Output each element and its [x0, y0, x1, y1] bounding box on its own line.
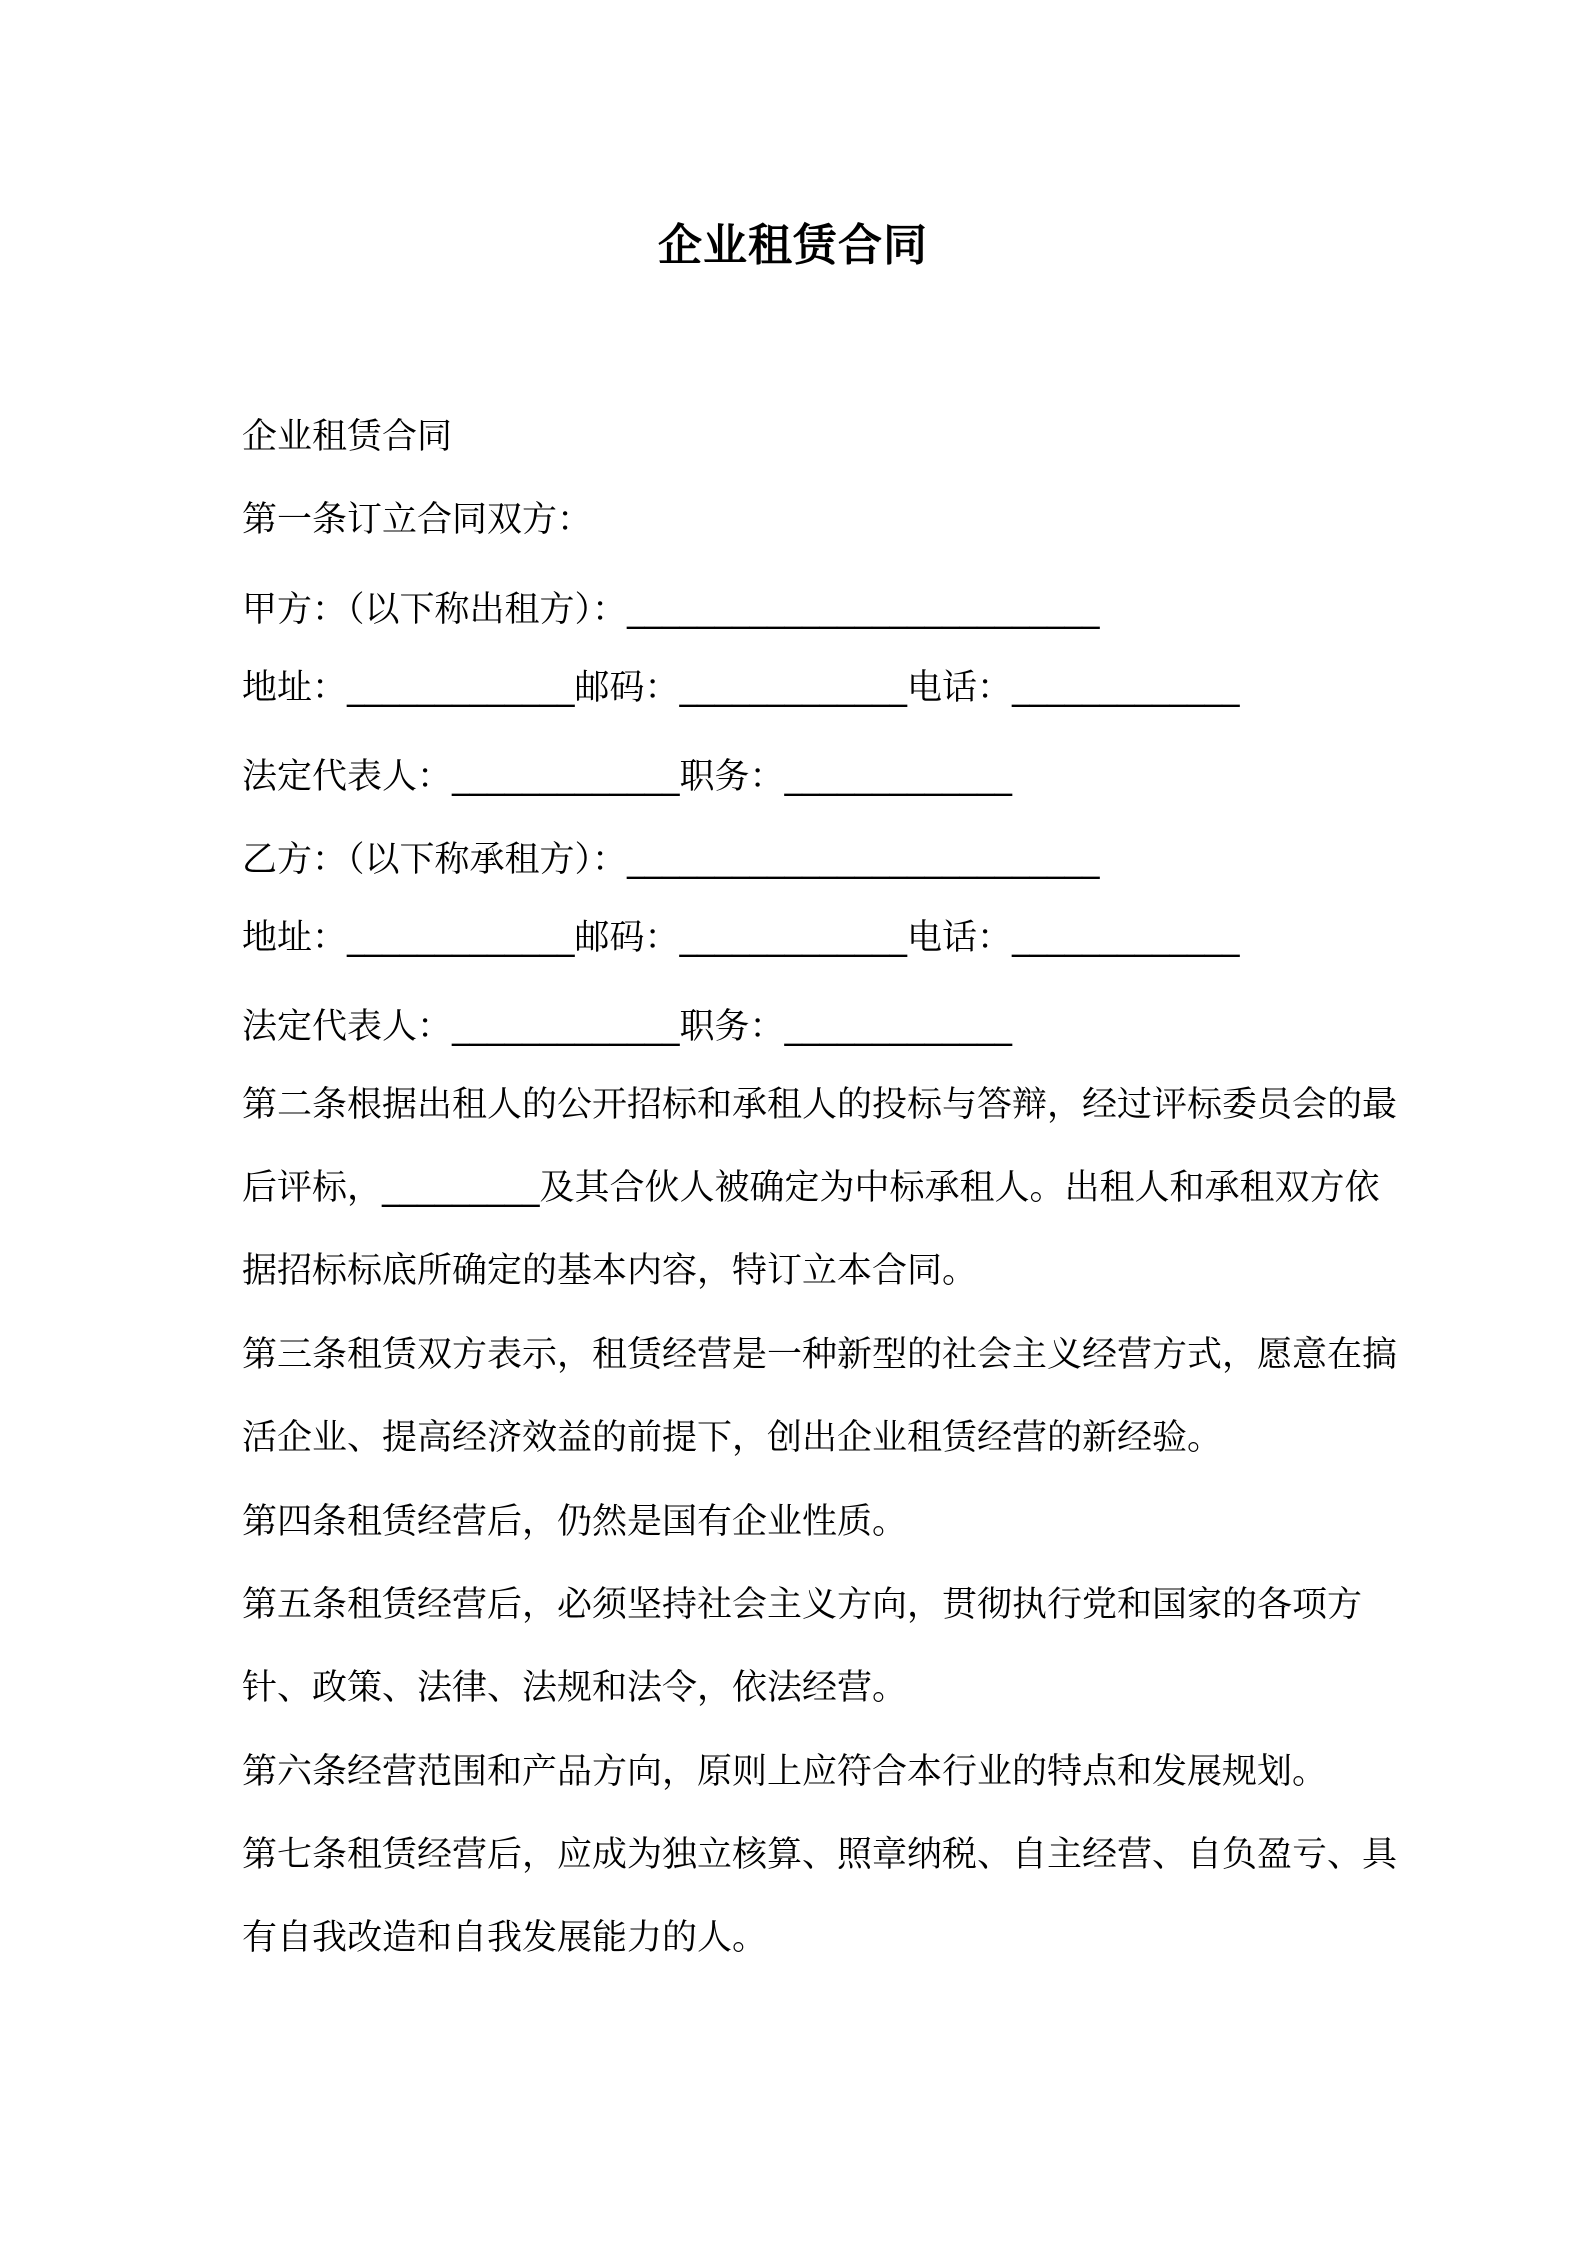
party-b-address-line: 地址：_____________邮码：_____________电话：_____________: [242, 918, 1240, 958]
party-b-line: 乙方：（以下称承租方）：___________________________: [242, 840, 1100, 880]
article-1-heading: 第一条订立合同双方：: [242, 500, 593, 540]
party-a-line: 甲方：（以下称出租方）：___________________________: [242, 590, 1100, 630]
document-subtitle: 企业租赁合同: [242, 417, 453, 457]
article-4-paragraph: 第四条租赁经营后，仍然是国有企业性质。: [242, 1502, 908, 1542]
party-b-representative-line: 法定代表人：_____________职务：_____________: [242, 1007, 1013, 1047]
article-2-paragraph: 第二条根据出租人的公开招标和承租人的投标与答辩，经过评标委员会的最后评标，_________及其合伙人被确定为中标承租人。出租人和承租双方依据招标标底所确定的基本内容，特订立本合同。: [242, 1085, 1398, 1291]
article-7-paragraph: 第七条租赁经营后，应成为独立核算、照章纳税、自主经营、自负盈亏、具有自我改造和自我发展能力的人。: [242, 1835, 1398, 1958]
document-title: 企业租赁合同: [658, 220, 928, 271]
party-a-address-line: 地址：_____________邮码：_____________电话：_____________: [242, 668, 1240, 708]
article-6-paragraph: 第六条经营范围和产品方向，原则上应符合本行业的特点和发展规划。: [242, 1752, 1328, 1792]
party-a-representative-line: 法定代表人：_____________职务：_____________: [242, 757, 1013, 797]
article-3-paragraph: 第三条租赁双方表示，租赁经营是一种新型的社会主义经营方式，愿意在搞活企业、提高经济效益的前提下，创出企业租赁经营的新经验。: [242, 1335, 1398, 1458]
article-5-paragraph: 第五条租赁经营后，必须坚持社会主义方向，贯彻执行党和国家的各项方针、政策、法律、法规和法令，依法经营。: [242, 1585, 1363, 1708]
